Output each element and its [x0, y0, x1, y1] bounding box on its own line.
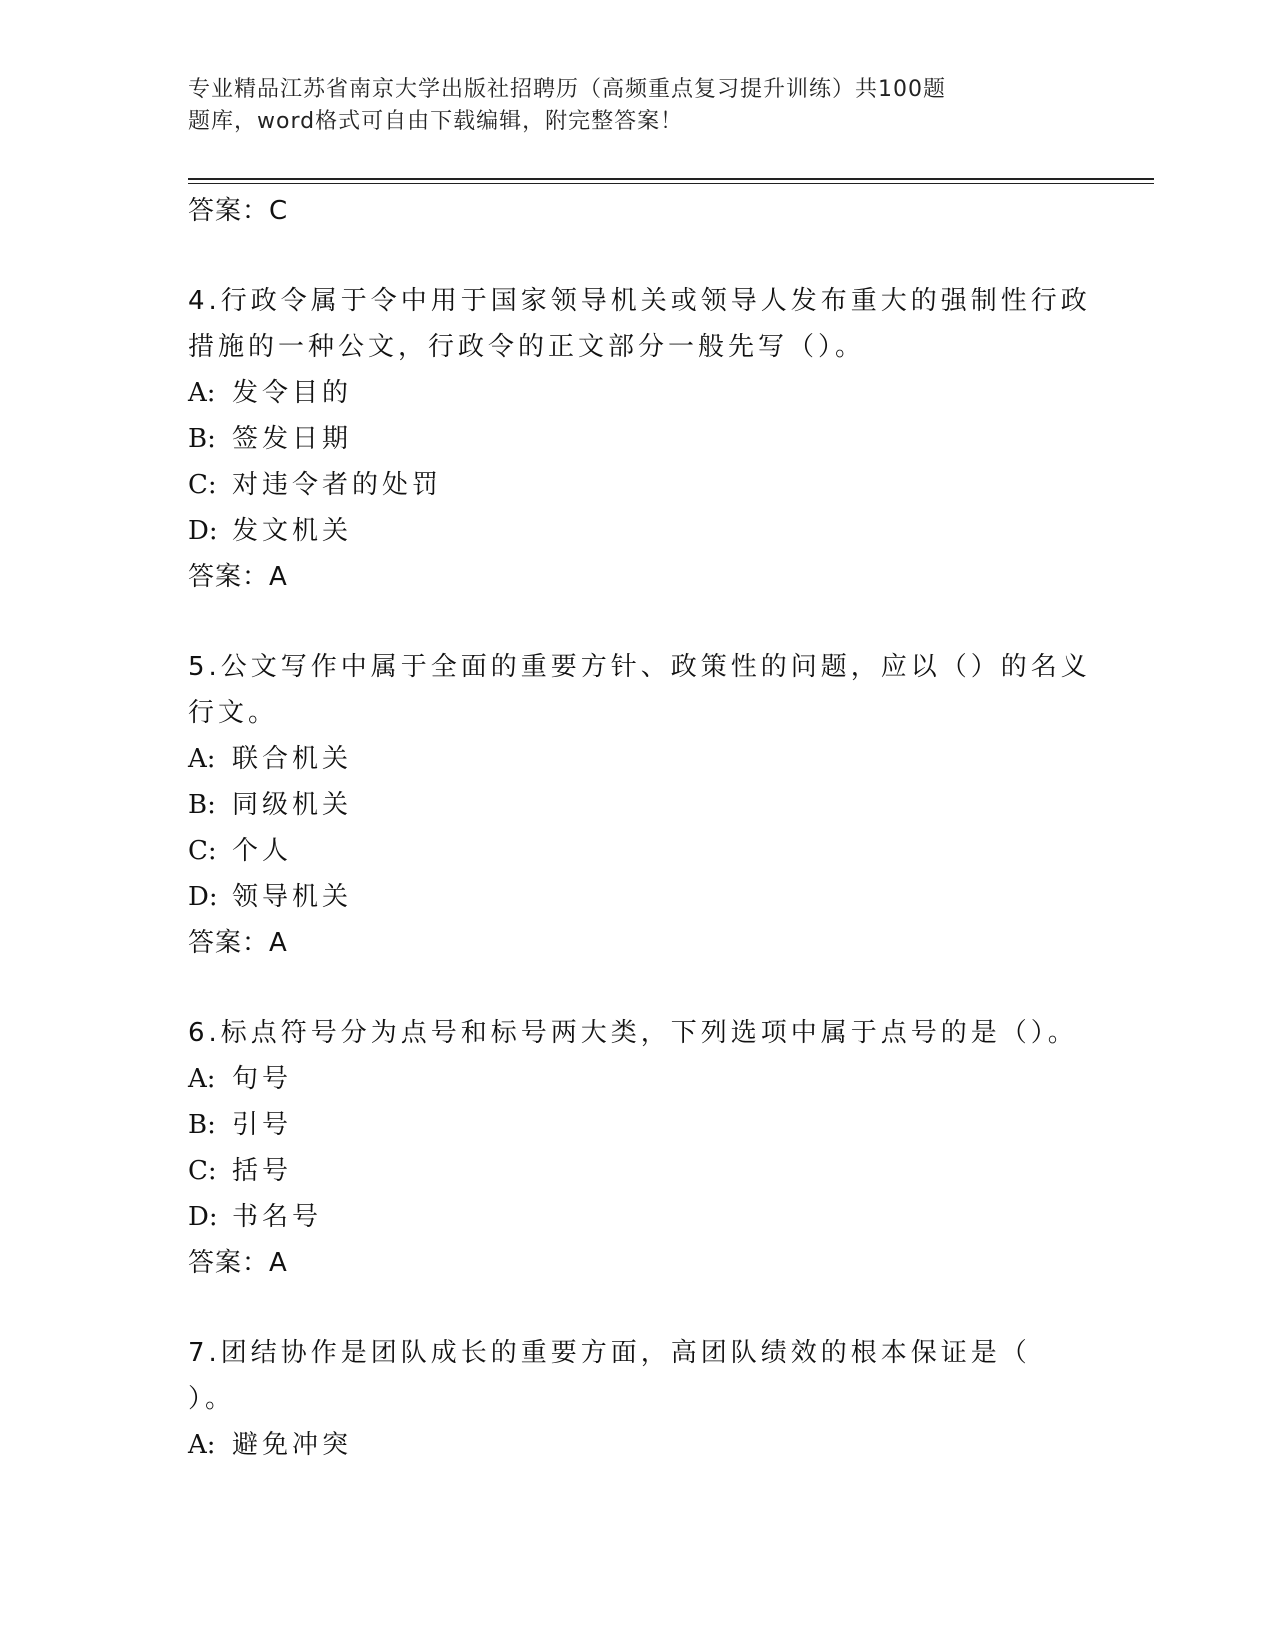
- option-text: 个人: [232, 836, 293, 866]
- option-text: 括号: [232, 1156, 293, 1186]
- option-text: 避免冲突: [232, 1430, 353, 1460]
- option-text: 引号: [232, 1110, 293, 1140]
- option-key: A:: [188, 744, 216, 774]
- option-key: A:: [188, 1430, 216, 1460]
- option-a: [188, 736, 1088, 782]
- answer-line: 答案：C: [188, 196, 289, 226]
- stem-line: 6.标点符号分为点号和标号两大类，下列选项中属于点号的是（）。: [188, 1018, 1078, 1048]
- option-key: B:: [188, 790, 216, 820]
- stem-line: ）。: [188, 1384, 236, 1414]
- option-b: [188, 782, 1088, 828]
- option-d: [188, 874, 1088, 920]
- header-divider: [188, 178, 1154, 184]
- option-key: D:: [188, 882, 218, 912]
- option-d: [188, 508, 1088, 554]
- option-key: D:: [188, 1202, 218, 1232]
- option-key: C:: [188, 1156, 217, 1186]
- option-text: 发令目的: [232, 378, 353, 408]
- option-text: 联合机关: [232, 744, 353, 774]
- option-text: 签发日期: [232, 424, 353, 454]
- question-7: [188, 1330, 1088, 1468]
- question-stem: [188, 278, 1091, 370]
- option-text: 领导机关: [232, 882, 353, 912]
- option-key: C:: [188, 470, 217, 500]
- stem-line: 行文。: [188, 698, 279, 728]
- stem-line: 措施的一种公文，行政令的正文部分一般先写（）。: [188, 332, 866, 362]
- question-5: [188, 644, 1091, 966]
- option-c: [188, 828, 1088, 874]
- option-b: [188, 416, 1088, 462]
- stem-line: 5.公文写作中属于全面的重要方针、政策性的问题，应以（）的名义: [188, 652, 1091, 682]
- question-6: [188, 1010, 1088, 1286]
- option-a: [188, 370, 1088, 416]
- option-key: D:: [188, 516, 218, 546]
- option-text: 书名号: [232, 1202, 323, 1232]
- option-text: 同级机关: [232, 790, 353, 820]
- answer-line: 答案：A: [188, 928, 288, 958]
- answer-line: 答案：A: [188, 1248, 288, 1278]
- question-list: [188, 188, 1091, 1468]
- option-c: [188, 1148, 1088, 1194]
- page-header: [188, 74, 1048, 138]
- question-stem: [188, 1330, 1088, 1422]
- stem-line: 7.团结协作是团队成长的重要方面，高团队绩效的根本保证是（: [188, 1338, 1031, 1368]
- stem-line: 4.行政令属于令中用于国家领导机关或领导人发布重大的强制性行政: [188, 286, 1091, 316]
- option-text: 发文机关: [232, 516, 353, 546]
- option-a: [188, 1056, 1088, 1102]
- option-text: 对违令者的处罚: [232, 470, 443, 500]
- option-d: [188, 1194, 1088, 1240]
- option-text: 句号: [232, 1064, 293, 1094]
- answer-line: 答案：A: [188, 562, 288, 592]
- question-stem: [188, 1010, 1088, 1056]
- option-b: [188, 1102, 1088, 1148]
- option-key: A:: [188, 1064, 216, 1094]
- header-line-1: 专业精品江苏省南京大学出版社招聘历（高频重点复习提升训练）共100题: [188, 77, 946, 102]
- option-key: B:: [188, 424, 216, 454]
- option-key: A:: [188, 378, 216, 408]
- option-c: [188, 462, 1088, 508]
- option-key: C:: [188, 836, 217, 866]
- question-4: [188, 278, 1091, 600]
- question-stem: [188, 644, 1091, 736]
- option-a: [188, 1422, 1088, 1468]
- header-line-2: 题库，word格式可自由下载编辑，附完整答案！: [188, 109, 684, 134]
- option-key: B:: [188, 1110, 216, 1140]
